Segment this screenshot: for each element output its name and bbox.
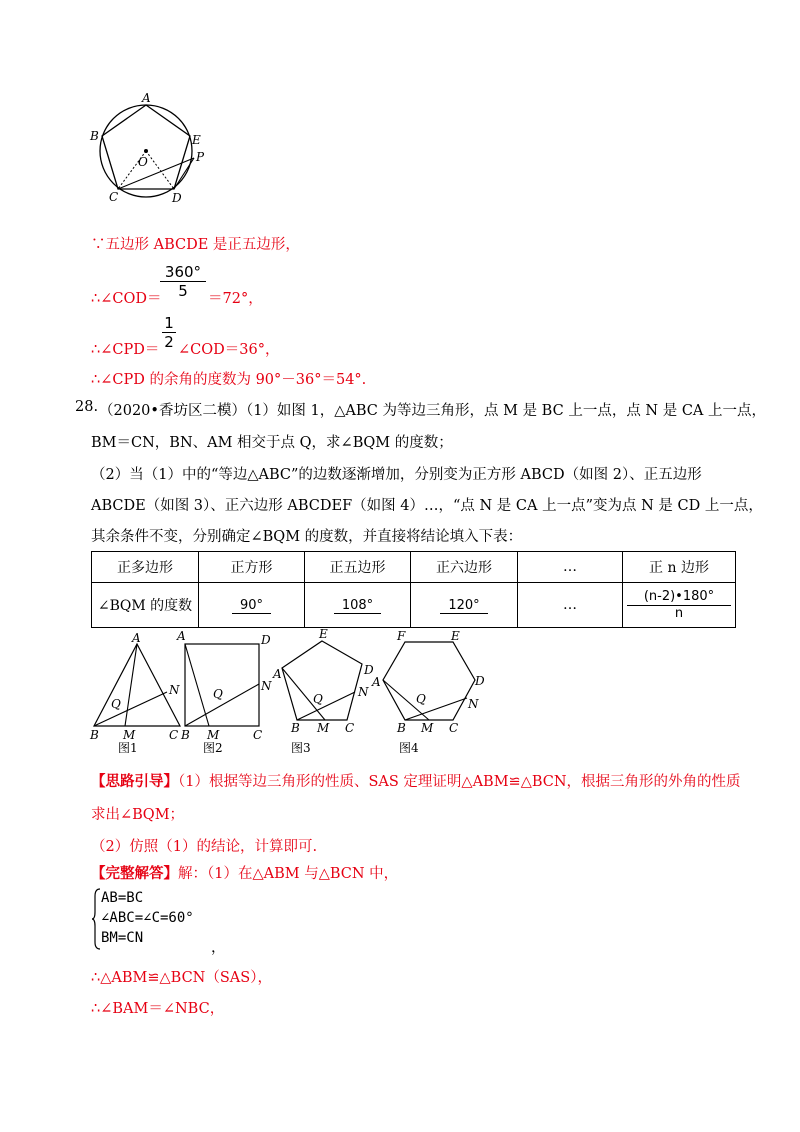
fig3-label-B: B: [291, 721, 300, 735]
analysis-text-1: （1）根据等边三角形的性质、SAS 定理证明△ABM≌△BCN，根据三角形的外角的性质: [178, 774, 741, 790]
question-line-1: （2020•香坊区二模）（1）如图 1，△ABC 为等边三角形，点 M 是 BC 上一点，点 N 是 CA 上一点，: [99, 403, 767, 419]
table-cell-n-gon: [623, 583, 736, 628]
fig2-label-Q: Q: [213, 687, 223, 701]
table-cell-ellipsis: …: [518, 583, 623, 628]
fig1-label-N: N: [169, 683, 180, 697]
label-A: A: [142, 91, 151, 105]
circle-pentagon-figure: [82, 88, 222, 208]
fig1-label-C: C: [169, 728, 179, 742]
fraction-numerator: 1: [164, 314, 174, 332]
fig4-label-E: E: [451, 629, 460, 643]
solution-line-1: ∵五边形 ABCDE 是正五边形，: [91, 237, 300, 253]
label-D: D: [172, 191, 182, 205]
fraction-1-2: [162, 314, 176, 351]
fig3-label-D: D: [364, 663, 374, 677]
table-header-cell: 正多边形: [92, 552, 199, 583]
table-cell-square: [199, 583, 305, 628]
fig3-label-A: A: [273, 667, 282, 681]
answer-intro-line: [91, 862, 398, 883]
fig4-label-M: M: [421, 721, 434, 735]
fraction-360-5: [160, 263, 206, 300]
fig1-label-B: B: [90, 728, 99, 742]
table-row-label: ∠BQM 的度数: [92, 583, 199, 628]
label-C: C: [109, 190, 119, 204]
table-row: [92, 583, 736, 628]
table-header-cell: 正六边形: [411, 552, 518, 583]
fraction-denominator: 5: [160, 281, 206, 300]
answer-square: 90°: [232, 598, 271, 614]
label-B: B: [90, 129, 99, 143]
analysis-line-3: （2）仿照（1）的结论，计算即可.: [91, 839, 318, 855]
label-E: E: [192, 133, 201, 147]
question-line-5: 其余条件不变，分别确定∠BQM 的度数，并直接将结论填入下表：: [91, 529, 523, 545]
fig2-label-N: N: [261, 679, 272, 693]
fig2-label-D: D: [261, 633, 271, 647]
answer-intro: 解：（1）在△ABM 与△BCN 中，: [178, 866, 399, 882]
brace-icon: [91, 888, 101, 950]
fig3-label-Q: Q: [313, 692, 323, 706]
system-eq-3: BM=CN: [101, 930, 144, 946]
fig1-label-A: A: [132, 631, 141, 645]
fig2-label-C: C: [253, 728, 263, 742]
fig4-label-Q: Q: [416, 692, 426, 706]
system-eq-2: ∠ABC=∠C=60°: [101, 910, 194, 926]
question-line-4: ABCDE（如图 3）、正六边形 ABCDEF（如图 4）…，“点 N 是 CA 上一点”变为点 N 是 CD 上一点，: [91, 498, 763, 514]
caption-fig1: 图1: [118, 741, 138, 753]
table-header-cell: 正五边形: [305, 552, 411, 583]
solution-line-3-suffix: ∠COD＝36°，: [178, 342, 280, 358]
answer-table: [91, 551, 736, 628]
fig2-label-B: B: [181, 728, 190, 742]
label-P: P: [196, 150, 205, 164]
table-header-cell: 正方形: [199, 552, 305, 583]
solution-line-2-prefix: ∴∠COD＝: [91, 291, 162, 307]
solution-line-3-prefix: ∴∠CPD＝: [91, 342, 160, 358]
answer-line-b: ∴∠BAM＝∠NBC，: [91, 1001, 225, 1017]
n-gon-denominator: n: [674, 605, 684, 621]
fig4-label-B: B: [397, 721, 406, 735]
caption-fig2: 图2: [203, 741, 223, 753]
analysis-line-2: 求出∠BQM；: [91, 807, 185, 823]
fig3-label-C: C: [345, 721, 355, 735]
table-cell-hexagon: [411, 583, 518, 628]
table-row: [92, 552, 736, 583]
fig3-label-N: N: [358, 685, 369, 699]
fig4-label-N: N: [468, 697, 479, 711]
solution-line-4: ∴∠CPD 的余角的度数为 90°－36°＝54°.: [91, 372, 367, 388]
fig4-label-C: C: [449, 721, 459, 735]
answer-hexagon: 120°: [440, 598, 487, 614]
analysis-line-1: [91, 770, 741, 791]
answer-pentagon: 108°: [334, 598, 381, 614]
analysis-tag: 【思路引导】: [91, 773, 178, 790]
solution-line-2-suffix: ＝72°，: [208, 291, 263, 307]
caption-fig3: 图3: [291, 741, 311, 753]
question-line-3: （2）当（1）中的“等边△ABC”的边数逐渐增加，分别变为正方形 ABCD（如图 2）、正五边形: [91, 467, 702, 483]
question-line-2: BM＝CN，BN、AM 相交于点 Q，求∠BQM 的度数；: [91, 435, 453, 451]
fig4-label-F: F: [397, 629, 406, 643]
fig3-label-E: E: [319, 628, 328, 641]
table-header-cell: …: [518, 552, 623, 583]
n-gon-numerator: (n-2)•180°: [627, 589, 731, 606]
caption-fig4: 图4: [399, 741, 419, 753]
fig1-label-Q: Q: [111, 697, 121, 711]
fig1-label-M: M: [123, 728, 136, 742]
answer-line-a: ∴△ABM≌△BCN（SAS），: [91, 970, 272, 986]
fig2-label-A: A: [177, 629, 186, 643]
question-number: 28.: [75, 399, 99, 415]
fraction-denominator: 2: [162, 332, 176, 351]
fig4-label-A: A: [372, 675, 381, 689]
fig4-label-D: D: [475, 674, 485, 688]
system-eq-1: AB=BC: [101, 890, 144, 906]
answer-tag: 【完整解答】: [91, 865, 178, 882]
table-cell-pentagon: [305, 583, 411, 628]
table-header-cell: 正 n 边形: [623, 552, 736, 583]
fig2-label-M: M: [207, 728, 220, 742]
system-comma: ，: [211, 940, 226, 956]
fig3-label-M: M: [317, 721, 330, 735]
fraction-numerator: 360°: [164, 263, 202, 281]
label-O: O: [138, 155, 148, 169]
figures-1-to-4: [85, 628, 495, 753]
